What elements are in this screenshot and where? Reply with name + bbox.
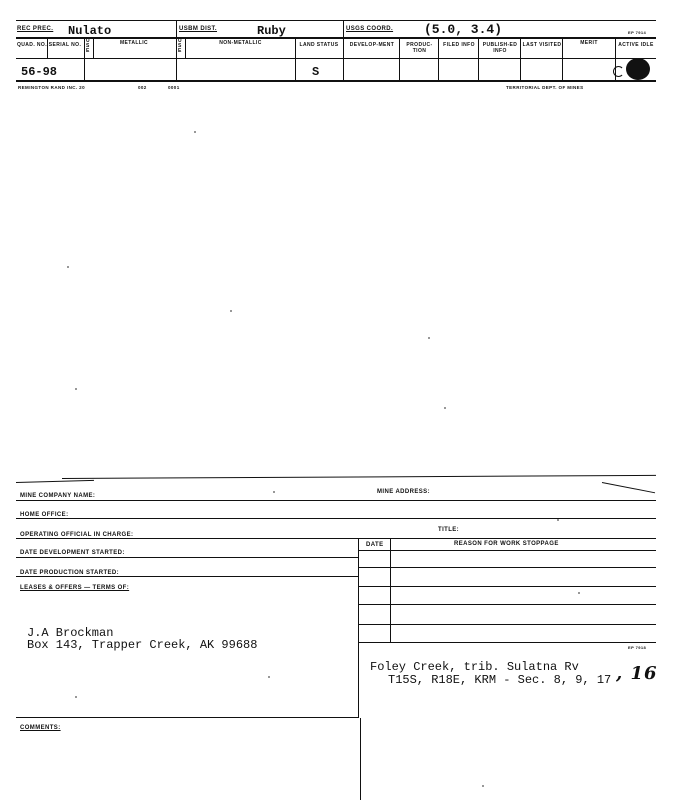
col-filed-info: FILED INFO [443,42,475,48]
col-metallic: METALLIC [119,40,149,46]
usbm-dist-value: Ruby [257,24,286,38]
location-line-1: Foley Creek, trib. Sulatna Rv [370,660,579,674]
col-nonmetallic: NON-METALLIC [219,40,262,46]
col-last-visited: LAST VISITED [522,42,562,48]
header-mid-rule [16,37,656,39]
lessee-name: J.A Brockman [27,626,114,640]
col-development: DEVELOP-MENT [349,42,395,48]
print-code-1: 002 [138,85,147,90]
location-line-2: T15S, R18E, KRM - Sec. 8, 9, 17 [388,673,612,687]
date-column-label: DATE [366,542,384,548]
col-production: PRODUC-TION [406,42,433,54]
handwritten-section-addition: , 16 [616,663,658,684]
usgs-coord-label: USGS COORD. [346,26,394,32]
form-number-2: EP 7918 [628,645,647,650]
operating-official-label: OPERATING OFFICIAL IN CHARGE: [20,532,134,538]
col-land-status: LAND STATUS [299,42,339,48]
comments-label: COMMENTS: [20,725,61,731]
col-published-info: PUBLISH-ED INFO [482,42,518,54]
lessee-address: Box 143, Trapper Creek, AK 99688 [27,638,258,652]
col-use-nonmetallic: U S E [178,38,183,54]
date-development-started-label: DATE DEVELOPMENT STARTED: [20,550,125,556]
rec-prec-value: Nulato [68,24,112,38]
usgs-coord-value: (5.0, 3.4) [424,22,503,37]
land-status-value: S [312,65,320,79]
header-top-rule [16,20,656,21]
leases-offers-label: LEASES & OFFERS — TERMS OF: [20,585,130,591]
col-use-metallic: U S E [86,38,91,54]
home-office-label: HOME OFFICE: [20,512,69,518]
col-merit: MERIT [580,40,598,46]
form-number: EP 7914 [628,30,647,35]
rec-prec-label: REC PREC. [17,26,54,32]
header-bottom-rule [16,80,656,82]
title-label: TITLE: [438,527,460,533]
col-quad-no: QUAD. NO. [17,42,47,48]
department-imprint: TERRITORIAL DEPT. OF MINES [506,85,584,90]
col-active-idle: ACTIVE IDLE [618,42,654,48]
reason-for-stoppage-label: REASON FOR WORK STOPPAGE [454,541,559,547]
quad-serial-value: 56-98 [21,65,58,79]
idle-marker-icon [626,58,650,80]
printer-imprint: REMINGTON RAND INC. 20 [18,85,85,90]
col-serial-no: SERIAL NO. [48,42,82,48]
usbm-dist-label: USBM DIST. [179,26,218,32]
header-columns-rule [16,58,656,59]
mine-company-name-label: MINE COMPANY NAME: [20,493,96,499]
print-code-2: 0001 [168,85,180,90]
date-production-started-label: DATE PRODUCTION STARTED: [20,570,120,576]
active-marker-icon [613,66,624,77]
mine-address-label: MINE ADDRESS: [377,489,430,495]
